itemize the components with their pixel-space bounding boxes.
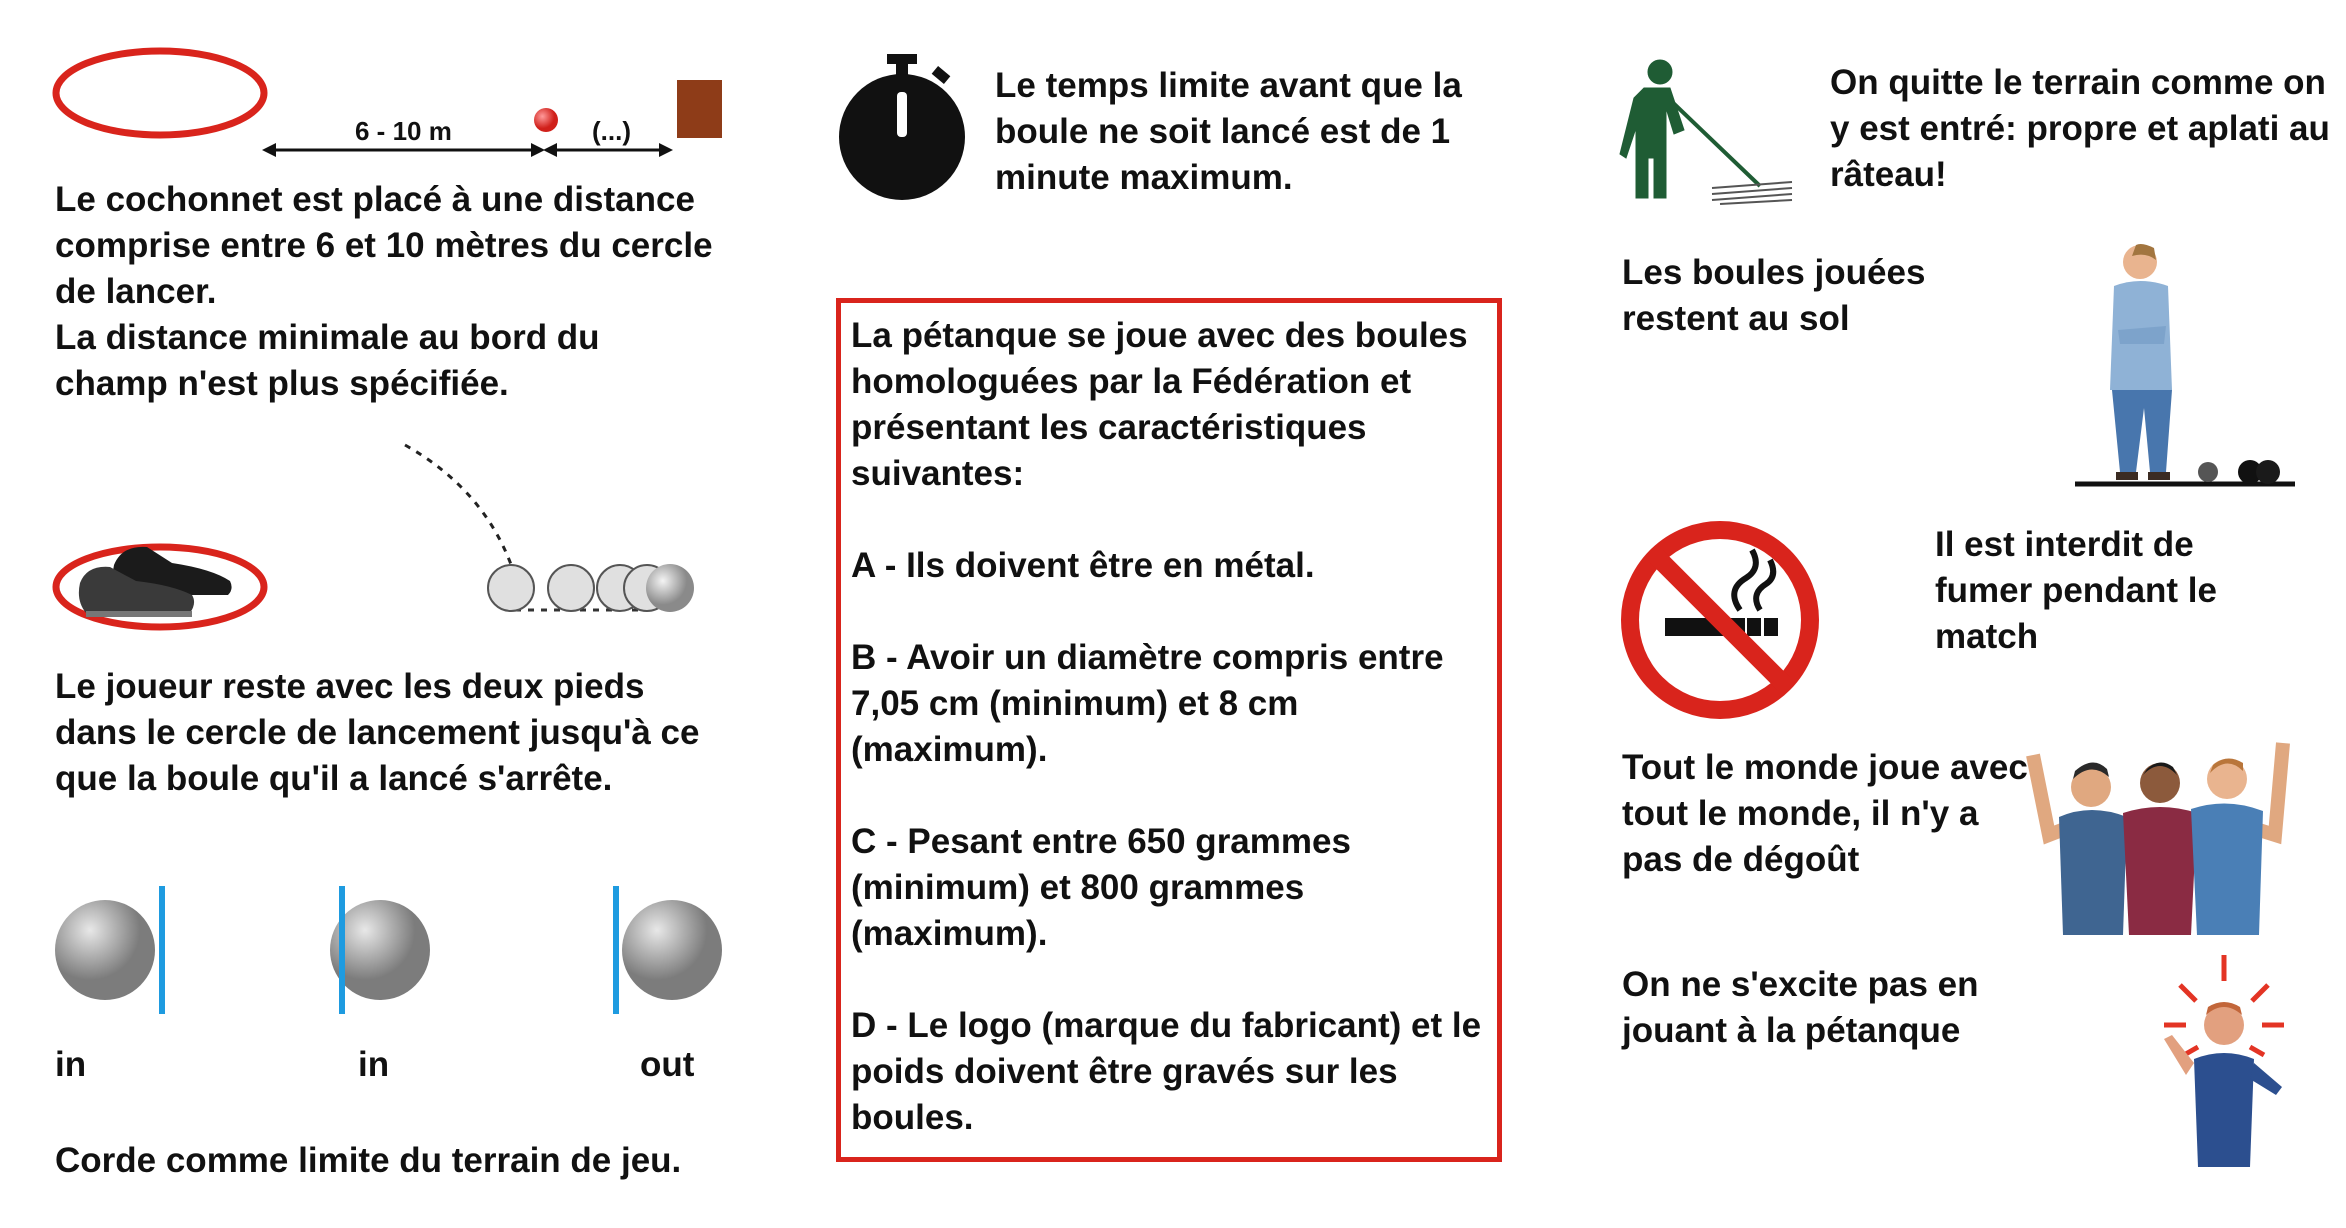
cochonnet-icon [533,107,563,137]
rope-limit-text: Corde comme limite du terrain de jeu. [55,1141,682,1180]
no-smoking-text: Il est interdit de fumer pendant le match [1935,525,2217,656]
boules-stay-ground-text: Les boules jouées restent au sol [1622,253,1926,338]
field-edge-icon [677,80,727,142]
distance-label: 6 - 10 m [355,116,452,146]
standing-man-icon [2070,240,2300,490]
rule-b-text: B - Avoir un diamètre compris entre 7,05 cm (minimum) et 8 cm (maximum). [851,638,1444,769]
stopwatch-icon [835,52,975,202]
boule-line-diagram [50,880,730,1020]
rule-a-text: A - Ils doivent être en métal. [851,546,1315,585]
angry-man-icon [2150,955,2300,1175]
everyone-plays-text: Tout le monde joue avec tout le monde, il n'y a pas de dégoût [1622,748,2028,879]
stay-calm-text: On ne s'excite pas en jouant à la pétanque [1622,965,1979,1050]
field-edge-text: La distance minimale au bord du champ n'est plus spécifiée. [55,318,600,403]
boule-rules-box [836,298,1502,1162]
rules-intro-text: La pétanque se joue avec des boules homologuées par la Fédération et présentant les caractéristiques suivantes: [851,316,1468,493]
cochonnet-distance-text: Le cochonnet est placé à une distance comprise entre 6 et 10 mètres du cercle de lancer. [55,180,713,311]
throwing-circle-icon [52,45,272,145]
no-smoking-icon [1620,520,1830,730]
in-label-1: in [55,1045,87,1084]
feet-in-circle-text: Le joueur reste avec les deux pieds dans le cercle de lancement jusqu'à ce que la boule qu'il a lancé s'arrête. [55,667,700,798]
rake-worker-icon [1620,58,1800,208]
friends-group-icon [2015,735,2305,935]
distance-arrow-icon [262,115,722,175]
out-label: out [640,1045,695,1084]
rule-c-text: C - Pesant entre 650 grammes (minimum) et 800 grammes (maximum). [851,822,1351,953]
boule-trajectory-icon [395,440,735,620]
in-label-2: in [358,1045,390,1084]
leave-field-clean-text: On quitte le terrain comme on y est entré: propre et aplati au râteau! [1830,63,2330,194]
ellipsis-label: (...) [592,116,631,146]
time-limit-text: Le temps limite avant que la boule ne soit lancé est de 1 minute maximum. [995,66,1462,197]
shoes-in-circle-icon [52,525,282,635]
rule-d-text: D - Le logo (marque du fabricant) et le poids doivent être gravés sur les boules. [851,1006,1482,1137]
